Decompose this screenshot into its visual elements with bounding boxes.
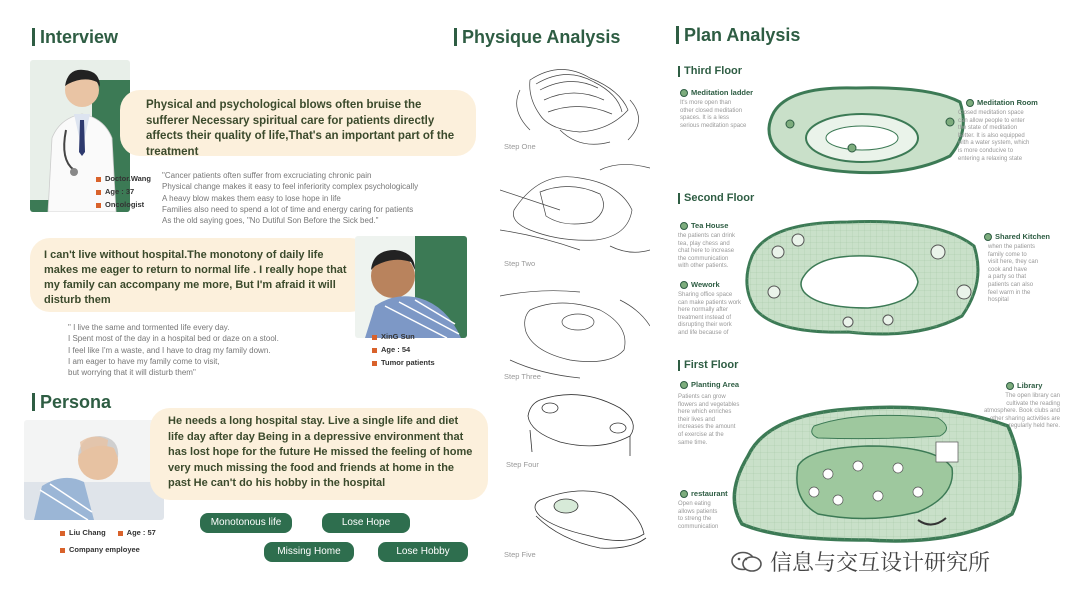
restaurant-desc	[678, 501, 732, 531]
meditation-room-label	[966, 98, 1038, 107]
plan-title: Plan Analysis	[676, 26, 800, 44]
step-four-label: Step Four	[506, 460, 539, 469]
planting-area-label	[680, 380, 739, 389]
location-pin-icon	[680, 490, 688, 498]
doctor-quote-line: Physical change makes it easy to feel inferiority complex psychologically	[162, 182, 419, 192]
desc-line: hospital	[988, 297, 1009, 304]
desc-line: disrupting their work	[678, 322, 732, 329]
location-pin-icon	[680, 381, 688, 389]
patient-name-text: XinG Sun	[381, 332, 415, 341]
desc-line: spaces. It is a less	[680, 115, 730, 122]
step-one-label: Step One	[504, 142, 536, 151]
persona-name-text: Liu Chang	[69, 528, 106, 537]
second-floor-title: Second Floor	[678, 193, 754, 204]
patient-portrait	[355, 236, 467, 338]
desc-line: regularly held here.	[1008, 423, 1060, 430]
patient-age	[372, 343, 435, 356]
tea-house-text: Tea House	[691, 221, 729, 230]
library-label	[1006, 381, 1042, 390]
doctor-info	[96, 172, 151, 211]
doctor-age-text: Age : 37	[105, 187, 135, 196]
desc-line: the patients can drink	[678, 233, 736, 239]
step-three-label: Step Three	[504, 372, 541, 381]
desc-line: Patients can grow	[678, 394, 726, 400]
doctor-quote-line: Families also need to spend a lot of time and energy caring for patients	[162, 204, 414, 214]
doctor-quote-line: A heavy blow makes them easy to lose hope in life	[162, 193, 341, 203]
tag-monotonous-life: Monotonous life	[200, 513, 292, 533]
shared-kitchen-label	[984, 232, 1050, 241]
desc-line: here which enriches	[678, 409, 732, 416]
wework-desc	[678, 292, 758, 338]
planting-area-text: Planting Area	[691, 380, 740, 389]
patient-name	[372, 330, 435, 343]
doctor-name	[96, 172, 151, 185]
desc-line: with a water system, which	[958, 140, 1030, 147]
desc-line: entering a relaxing state	[958, 155, 1023, 162]
doctor-job	[96, 198, 151, 211]
persona-name	[60, 526, 106, 539]
planting-area-desc	[678, 394, 754, 447]
desc-line: is more conducive to	[958, 147, 1014, 154]
step-two-label: Step Two	[504, 259, 536, 268]
doctor-quote	[162, 170, 472, 226]
patient-quote-line: but worrying that it will disturb them"	[68, 368, 196, 378]
doctor-quote-line: As the old saying goes, "No Dutiful Son Before the Sick bed."	[162, 216, 379, 226]
desc-line: The open library can	[1005, 393, 1060, 399]
watermark-text: 信息与交互设计研究所	[770, 550, 991, 575]
persona-title: Persona	[32, 393, 111, 411]
desc-line: allows patients	[678, 508, 718, 515]
library-text: Library	[1017, 381, 1043, 390]
desc-line: their lives and	[678, 416, 716, 423]
tea-house-desc	[678, 233, 750, 271]
desc-line: serious meditation space	[680, 122, 747, 129]
persona-portrait	[24, 420, 164, 520]
tag-lose-hobby: Lose Hobby	[378, 542, 468, 562]
restaurant-label	[680, 489, 728, 498]
patient-quote-line: I Spent most of the day in a hospital bed or daze on a stool.	[68, 334, 279, 344]
patient-statement: I can't live without hospital.The monotony of daily life makes me eager to return to normal life . I really hope that my family can accompany me more, But I'm afraid it will disturb them	[30, 238, 370, 312]
interview-title: Interview	[32, 28, 118, 46]
third-floor-plan	[760, 82, 970, 178]
desc-line: atmosphere. Book clubs and	[983, 408, 1060, 415]
desc-line: tea, play chess and	[678, 240, 730, 247]
wework-text: Wework	[691, 280, 720, 289]
doctor-age	[96, 185, 151, 198]
desc-line: when the patients	[988, 244, 1036, 250]
meditation-ladder-text: Meditation ladder	[691, 88, 754, 97]
desc-line: same time.	[678, 439, 708, 446]
tea-house-label	[680, 221, 728, 230]
desc-line: cultivate the reading	[1006, 400, 1060, 407]
desc-line: with other patients.	[678, 263, 729, 270]
doctor-name-text: Doctor.Wang	[105, 174, 151, 183]
location-pin-icon	[680, 89, 688, 97]
second-floor-plan	[738, 212, 986, 344]
desc-line: other closed meditation	[680, 107, 743, 114]
wework-label	[680, 280, 720, 289]
physique-sketches	[500, 60, 650, 580]
desc-line: can make patients work	[678, 299, 742, 306]
patient-quote-line: I feel like I'm a waste, and I have to drag my family down.	[68, 345, 271, 355]
desc-line: flowers and vegetables	[678, 401, 740, 408]
patient-quote-line: I am eager to have my family come to visit,	[68, 356, 220, 366]
library-desc	[950, 393, 1060, 431]
tag-lose-hope: Lose Hope	[322, 513, 410, 533]
desc-line: the communication	[678, 255, 729, 262]
patient-age-text: Age : 54	[381, 345, 411, 354]
sketch-step-three	[500, 291, 650, 378]
location-pin-icon	[1006, 382, 1014, 390]
meditation-room-text: Meditation Room	[977, 98, 1038, 107]
persona-age-text: Age : 57	[126, 528, 156, 537]
desc-line: of exercise at the	[678, 431, 724, 438]
desc-line: Sharing office space	[678, 292, 733, 298]
persona-job-text: Company employee	[69, 545, 140, 554]
desc-line: other sharing activities are	[989, 415, 1060, 422]
desc-line: Closed meditation space	[958, 110, 1024, 116]
desc-line: a party so that	[988, 274, 1027, 281]
location-pin-icon	[966, 99, 974, 107]
persona-job	[60, 543, 140, 556]
desc-line: patients can also	[988, 281, 1034, 288]
desc-line: treatment instead of	[678, 314, 732, 321]
desc-line: better. It is also equipped	[958, 132, 1025, 139]
tag-missing-home: Missing Home	[264, 542, 354, 562]
desc-line: can allow people to enter	[958, 117, 1025, 124]
shared-kitchen-desc	[988, 244, 1058, 305]
location-pin-icon	[680, 281, 688, 289]
third-floor-title: Third Floor	[678, 66, 742, 77]
desc-line: Open eating	[678, 501, 711, 507]
desc-line: It's more open than	[680, 100, 732, 106]
shared-kitchen-text: Shared Kitchen	[995, 232, 1051, 241]
sketch-step-one	[517, 69, 639, 144]
desc-line: here normally after	[678, 307, 729, 314]
persona-age	[118, 526, 156, 539]
desc-line: feel warm in the	[988, 289, 1031, 296]
desc-line: to streng the	[678, 516, 712, 523]
desc-line: and life because of	[678, 329, 729, 336]
desc-line: the state of meditation	[958, 125, 1018, 132]
sketch-step-five	[535, 491, 646, 548]
meditation-room-desc	[958, 110, 1046, 163]
desc-line: increases the amount	[678, 424, 736, 431]
persona-statement: He needs a long hospital stay. Live a single life and diet life day after day Being in a depressive environment that has lost hope for the future He missed the feeling of home very much missing the food and friends at home in the past He can't do his hobby in the hospital	[150, 408, 488, 500]
meditation-ladder-desc	[680, 100, 762, 130]
patient-job	[372, 356, 435, 369]
patient-quote-line: " I live the same and tormented life every day.	[68, 323, 230, 332]
desc-line: chat here to increase	[678, 248, 735, 255]
location-pin-icon	[680, 222, 688, 230]
persona-info	[60, 526, 156, 539]
patient-job-text: Tumor patients	[381, 358, 435, 367]
first-floor-title: First Floor	[678, 360, 738, 371]
meditation-ladder-label	[680, 88, 753, 97]
sketch-step-two	[500, 164, 650, 252]
patient-info	[372, 330, 435, 369]
doctor-job-text: Oncologist	[105, 200, 145, 209]
wechat-icon	[730, 551, 764, 573]
desc-line: family come to	[988, 251, 1027, 258]
physique-title: Physique Analysis	[454, 28, 620, 46]
doctor-quote-line: "Cancer patients often suffer from excruciating chronic pain	[162, 171, 372, 180]
patient-quote	[68, 322, 368, 378]
desc-line: communication	[678, 523, 719, 530]
desc-line: cook and have	[988, 266, 1028, 273]
location-pin-icon	[984, 233, 992, 241]
sketch-step-four	[528, 395, 633, 456]
watermark	[730, 546, 990, 577]
step-five-label: Step Five	[504, 550, 536, 559]
restaurant-text: restaurant	[691, 489, 728, 498]
doctor-statement: Physical and psychological blows often bruise the sufferer Necessary spiritual care for patients directly affects their quality of life,That's an important part of the treatment	[120, 90, 476, 156]
desc-line: visit here, they can	[988, 259, 1039, 266]
